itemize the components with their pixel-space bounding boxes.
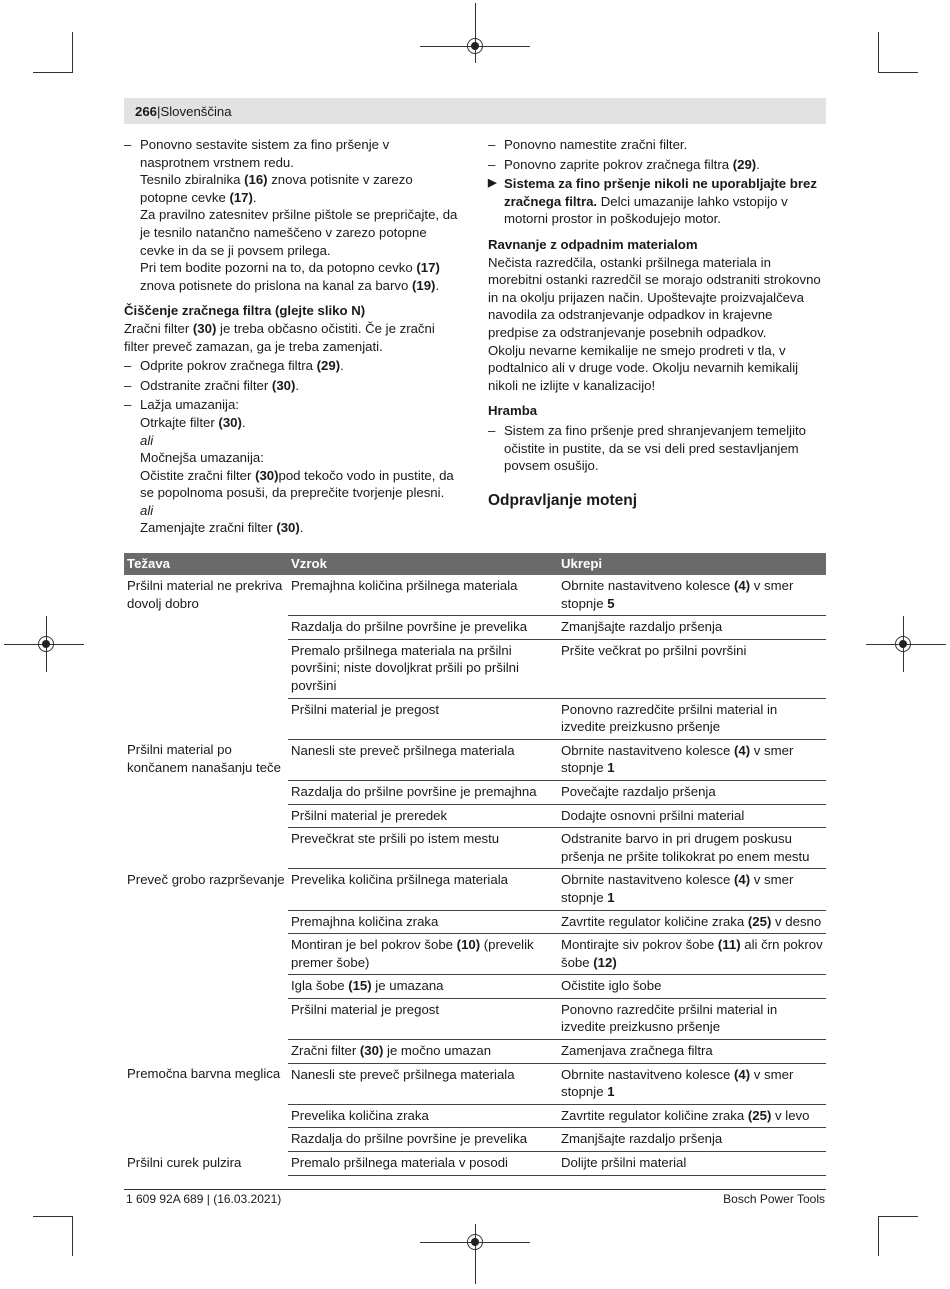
crop-mark <box>33 72 73 73</box>
header-separator: | <box>157 104 161 119</box>
remedy-cell: Očistite iglo šobe <box>558 975 826 999</box>
open-step: – Odprite pokrov zračnega filtra (29). <box>124 357 458 375</box>
cause-cell: Premalo pršilnega materiala na pršilni površini; niste dovoljkrat pršili po pršilni površini <box>288 639 558 698</box>
problem-cell <box>124 934 288 975</box>
table-row <box>124 575 826 616</box>
cause-cell: Pršilni material je preredek <box>288 804 558 828</box>
reinstall-step: – Ponovno namestite zračni filter. <box>488 136 822 154</box>
troubleshooting-table <box>124 553 826 1176</box>
remedy-cell: Montirajte siv pokrov šobe (11) ali črn pokrov šobe (12) <box>558 934 826 975</box>
remedy-cell: Ponovno razredčite pršilni material in izvedite preizkusno pršenje <box>558 698 826 739</box>
cause-cell: Razdalja do pršilne površine je prevelika <box>288 1128 558 1152</box>
heavy-dirt-label: Močnejša umazanija: <box>140 450 264 466</box>
cause-cell: Igla šobe (15) je umazana <box>288 975 558 999</box>
table-row <box>124 1040 826 1064</box>
table-row <box>124 869 826 910</box>
tube-note: Pri tem bodite pozorni na to, da potopno cevko (17) znova potisnete do prislona na kanal za barvo (19). <box>140 260 440 293</box>
remedy-cell: Obrnite nastavitveno kolesce (4) v smer stopnje 1 <box>558 739 826 780</box>
table-row <box>124 804 826 828</box>
remedy-cell: Zavrtite regulator količine zraka (25) v levo <box>558 1104 826 1128</box>
table-row <box>124 910 826 934</box>
crop-mark <box>72 32 73 72</box>
remedy-cell: Dodajte osnovni pršilni material <box>558 804 826 828</box>
page-number-block <box>135 103 232 121</box>
crop-mark <box>33 1216 73 1217</box>
table-row <box>124 698 826 739</box>
crop-mark <box>878 32 879 72</box>
table-row <box>124 1128 826 1152</box>
problem-cell <box>124 1104 288 1128</box>
header-problem: Težava <box>124 553 288 575</box>
environment-text: Okolju nevarne kemikalije ne smejo prodreti v tla, v podtalnico ali v druge vode. Okolju nevarnih kemikalij nikoli ne izlijte v kanalizacijo! <box>488 342 799 393</box>
cause-cell: Premalo pršilnega materiala v posodi <box>288 1152 558 1176</box>
table-row <box>124 1063 826 1104</box>
remedy-cell: Ponovno razredčite pršilni material in izvedite preizkusno pršenje <box>558 998 826 1039</box>
tap-step: Otrkajte filter (30). <box>140 414 246 430</box>
footer-code: 1 609 92A 689 | (16.03.2021) <box>126 1192 282 1206</box>
reassemble-step: – Ponovno sestavite sistem za fino pršenje v nasprotnem vrstnem redu. <box>124 136 458 171</box>
right-column <box>488 136 822 509</box>
table-row <box>124 975 826 999</box>
remedy-cell: Odstranite barvo in pri drugem poskusu pršenja ne pršite tolikokrat po enem mestu <box>558 828 826 869</box>
storage-heading: Hramba <box>488 403 538 419</box>
cause-cell: Pršilni material je pregost <box>288 698 558 739</box>
crop-mark <box>878 72 918 73</box>
light-dirt-label: – Lažja umazanija: <box>124 396 458 414</box>
cause-cell: Premajhna količina zraka <box>288 910 558 934</box>
remedy-cell: Obrnite nastavitveno kolesce (4) v smer stopnje 1 <box>558 869 826 910</box>
replace-step: Zamenjajte zračni filter (30). <box>140 520 304 536</box>
table-row <box>124 739 826 780</box>
crop-mark <box>878 1216 879 1256</box>
remedy-cell: Dolijte pršilni material <box>558 1152 826 1176</box>
page-number: 266 <box>135 104 158 119</box>
seal-step: Tesnilo zbiralnika (16) znova potisnite v zarezo potopne cevke (17). <box>140 172 413 205</box>
table-row <box>124 998 826 1039</box>
page-header <box>124 98 826 124</box>
problem-cell <box>124 975 288 999</box>
cause-cell: Nanesli ste preveč pršilnega materiala <box>288 739 558 780</box>
crop-mark <box>72 1216 73 1256</box>
waste-text: Nečista razredčila, ostanki pršilnega materiala in morebitni ostanki razredčil se morajo odstraniti strokovno in na okolju prijazen način. Upoštevajte proizvajalčeva navodila za odstranjevanje odpadkov in krajevne predpise za odstranjevanje posebnih odpadkov. <box>488 254 821 340</box>
problem-cell <box>124 910 288 934</box>
footer-brand: Bosch Power Tools <box>723 1192 825 1206</box>
registration-mark <box>475 3 476 63</box>
cause-cell: Zračni filter (30) je močno umazan <box>288 1040 558 1064</box>
cause-cell: Razdalja do pršilne površine je prevelika <box>288 616 558 640</box>
waste-heading: Ravnanje z odpadnim materialom <box>488 236 698 252</box>
registration-target-icon <box>467 38 483 54</box>
troubleshooting-heading: Odpravljanje motenj <box>488 491 638 509</box>
cause-cell: Nanesli ste preveč pršilnega materiala <box>288 1063 558 1104</box>
registration-target-icon <box>38 636 54 652</box>
or-label: ali <box>140 432 154 448</box>
header-cause: Vzrok <box>288 553 558 575</box>
remedy-cell: Zmanjšajte razdaljo pršenja <box>558 616 826 640</box>
problem-cell: Pršilni material po končanem nanašanju teče <box>127 742 281 775</box>
registration-mark <box>475 1224 476 1284</box>
header-remedy: Ukrepi <box>558 553 826 575</box>
registration-target-icon <box>895 636 911 652</box>
table-row <box>124 934 826 975</box>
table-row <box>124 828 826 869</box>
remove-step: – Odstranite zračni filter (30). <box>124 377 458 395</box>
filter-intro: Zračni filter (30) je treba občasno očistiti. Če je zračni filter preveč zamazan, ga je treba zamenjati. <box>124 320 435 354</box>
problem-cell <box>124 780 288 804</box>
problem-cell: Pršilni material ne prekriva dovolj dobro <box>127 578 283 611</box>
clean-step: Očistite zračni filter (30)pod tekočo vodo in pustite, da se popolnoma posuši, da preprečite tvorjenje plesni. <box>140 467 454 501</box>
remedy-cell: Zamenjava zračnega filtra <box>558 1040 826 1064</box>
table-row <box>124 1152 826 1176</box>
seal-note: Za pravilno zatesnitev pršilne pištole se prepričajte, da je tesnilo natančno nameščeno v zarezo potopne cevke in da se ji povsem prilega. <box>140 207 458 258</box>
storage-text: – Sistem za fino pršenje pred shranjevanjem temeljito očistite in pustite, da se vsi deli pred sestavljanjem povsem osušijo. <box>488 422 822 475</box>
cause-cell: Prevelika količina pršilnega materiala <box>288 869 558 910</box>
filter-heading: Čiščenje zračnega filtra (glejte sliko N) <box>124 303 366 319</box>
cause-cell: Razdalja do pršilne površine je premajhna <box>288 780 558 804</box>
remedy-cell: Povečajte razdaljo pršenja <box>558 780 826 804</box>
problem-cell <box>124 1128 288 1152</box>
remedy-cell: Obrnite nastavitveno kolesce (4) v smer stopnje 1 <box>558 1063 826 1104</box>
remedy-cell: Obrnite nastavitveno kolesce (4) v smer stopnje 5 <box>558 575 826 616</box>
registration-target-icon <box>467 1234 483 1250</box>
table-header-row <box>124 553 826 575</box>
remedy-cell: Pršite večkrat po pršilni površini <box>558 639 826 698</box>
cause-cell: Prevečkrat ste pršili po istem mestu <box>288 828 558 869</box>
header-language: Slovenščina <box>160 104 232 119</box>
footer-rule <box>124 1189 826 1190</box>
problem-cell: Preveč grobo razprševanje <box>127 871 285 887</box>
cause-cell: Pršilni material je pregost <box>288 998 558 1039</box>
problem-cell <box>124 698 288 739</box>
problem-cell <box>124 998 288 1039</box>
warning-note: ▶ Sistema za fino pršenje nikoli ne uporabljajte brez zračnega filtra. Delci umazanije lahko vstopijo v motorni prostor in poškodujejo motor. <box>488 175 822 228</box>
cause-cell: Premajhna količina pršilnega materiala <box>288 575 558 616</box>
cause-cell: Prevelika količina zraka <box>288 1104 558 1128</box>
problem-cell <box>124 828 288 869</box>
problem-cell: Premočna barvna meglica <box>127 1066 281 1082</box>
table-row <box>124 616 826 640</box>
table-row <box>124 639 826 698</box>
problem-cell <box>124 1040 288 1064</box>
crop-mark <box>878 1216 918 1217</box>
problem-cell: Pršilni curek pulzira <box>127 1154 242 1170</box>
left-column <box>124 136 458 537</box>
or-label: ali <box>140 502 154 518</box>
close-step: – Ponovno zaprite pokrov zračnega filtra (29). <box>488 156 822 174</box>
problem-cell <box>124 804 288 828</box>
table-row <box>124 1104 826 1128</box>
remedy-cell: Zavrtite regulator količine zraka (25) v desno <box>558 910 826 934</box>
cause-cell: Montiran je bel pokrov šobe (10) (prevelik premer šobe) <box>288 934 558 975</box>
problem-cell <box>124 616 288 640</box>
remedy-cell: Zmanjšajte razdaljo pršenja <box>558 1128 826 1152</box>
problem-cell <box>124 639 288 698</box>
table-row <box>124 780 826 804</box>
